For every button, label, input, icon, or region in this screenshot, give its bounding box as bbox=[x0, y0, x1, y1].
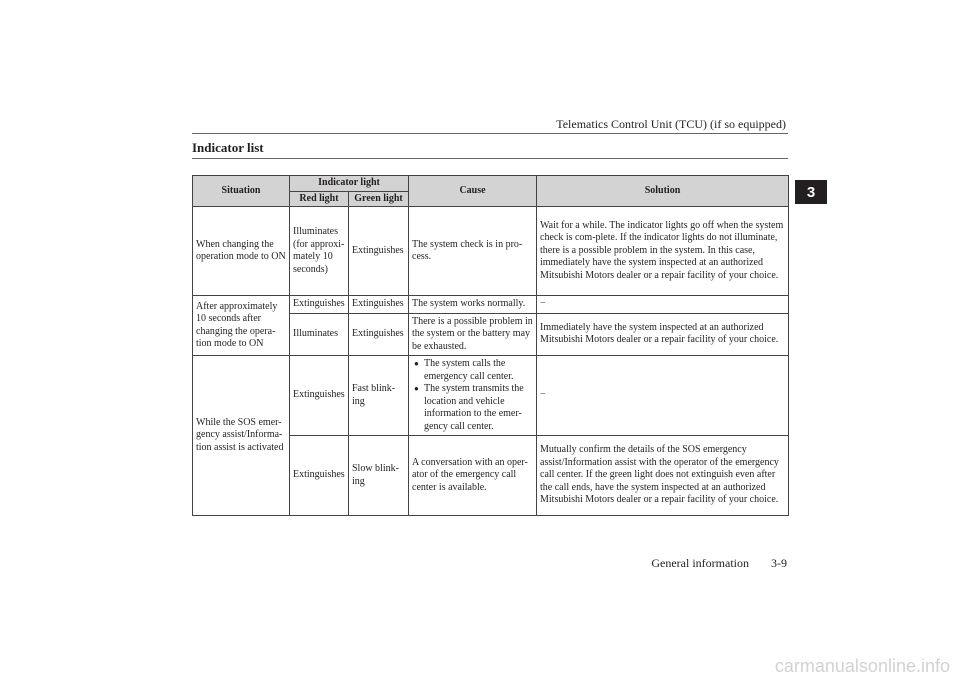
cell-red-light: Extinguishes bbox=[290, 296, 349, 314]
indicator-table bbox=[192, 175, 789, 516]
cell-cause bbox=[409, 356, 537, 436]
cell-cause: There is a possible problem in the system or the battery may be exhausted. bbox=[409, 313, 537, 356]
cause-bullet: ● The system transmits the location and vehicle information to the emer-gency call center. bbox=[412, 383, 533, 433]
cell-green-light: Fast blink-ing bbox=[349, 356, 409, 436]
table-row bbox=[193, 356, 789, 436]
header-cause: Cause bbox=[409, 176, 537, 207]
cell-red-light: Extinguishes bbox=[290, 436, 349, 516]
cell-situation: When changing the operation mode to ON bbox=[193, 207, 290, 296]
cell-situation: While the SOS emer-gency assist/Informa-tion assist is activated bbox=[193, 356, 290, 516]
footer-section-name: General information bbox=[651, 556, 749, 570]
table-header-row bbox=[193, 176, 789, 192]
cause-bullet: ● The system calls the emergency call center. bbox=[412, 358, 533, 383]
section-title: Indicator list bbox=[192, 140, 264, 155]
table-row bbox=[193, 296, 789, 314]
cell-green-light: Extinguishes bbox=[349, 296, 409, 314]
cause-bullet-list bbox=[412, 358, 533, 433]
cell-green-light: Extinguishes bbox=[349, 207, 409, 296]
cell-cause: A conversation with an oper-ator of the emergency call center is available. bbox=[409, 436, 537, 516]
cell-solution: − bbox=[537, 356, 789, 436]
cell-green-light: Slow blink-ing bbox=[349, 436, 409, 516]
cell-green-light: Extinguishes bbox=[349, 313, 409, 356]
cell-situation: After approximately 10 seconds after changing the opera-tion mode to ON bbox=[193, 296, 290, 356]
cell-cause: The system works normally. bbox=[409, 296, 537, 314]
header-divider bbox=[192, 133, 788, 134]
cell-solution: Immediately have the system inspected at an authorized Mitsubishi Motors dealer or a repair facility of your choice. bbox=[537, 313, 789, 356]
cell-solution: Wait for a while. The indicator lights go off when the system check is com-plete. If the indicator lights do not illuminate, there is a possible problem in the system. In this case, immediately have the system inspected at an authorized Mitsubishi Motors dealer or a repair facility of your choice. bbox=[537, 207, 789, 296]
page-header-title: Telematics Control Unit (TCU) (if so equipped) bbox=[556, 117, 786, 131]
cell-cause: The system check is in pro-cess. bbox=[409, 207, 537, 296]
header-indicator-light: Indicator light bbox=[290, 176, 409, 192]
header-solution: Solution bbox=[537, 176, 789, 207]
cell-solution: Mutually confirm the details of the SOS emergency assist/Information assist with the operator of the emergency call center. If the green light does not extinguish even after the call ends, have the system inspected at an authorized Mitsubishi Motors dealer or a repair facility of your choice. bbox=[537, 436, 789, 516]
header-red-light: Red light bbox=[290, 191, 349, 207]
cell-red-light: Extinguishes bbox=[290, 356, 349, 436]
cell-red-light: Illuminates bbox=[290, 313, 349, 356]
header-green-light: Green light bbox=[349, 191, 409, 207]
chapter-tab: 3 bbox=[795, 180, 827, 204]
section-divider bbox=[192, 158, 788, 159]
watermark: carmanualsonline.info bbox=[774, 656, 950, 676]
page-footer bbox=[651, 556, 787, 571]
header-situation: Situation bbox=[193, 176, 290, 207]
table-row bbox=[193, 207, 789, 296]
cell-red-light: Illuminates (for approxi-mately 10 seconds) bbox=[290, 207, 349, 296]
cell-solution: − bbox=[537, 296, 789, 314]
footer-page-number: 3-9 bbox=[771, 556, 787, 570]
